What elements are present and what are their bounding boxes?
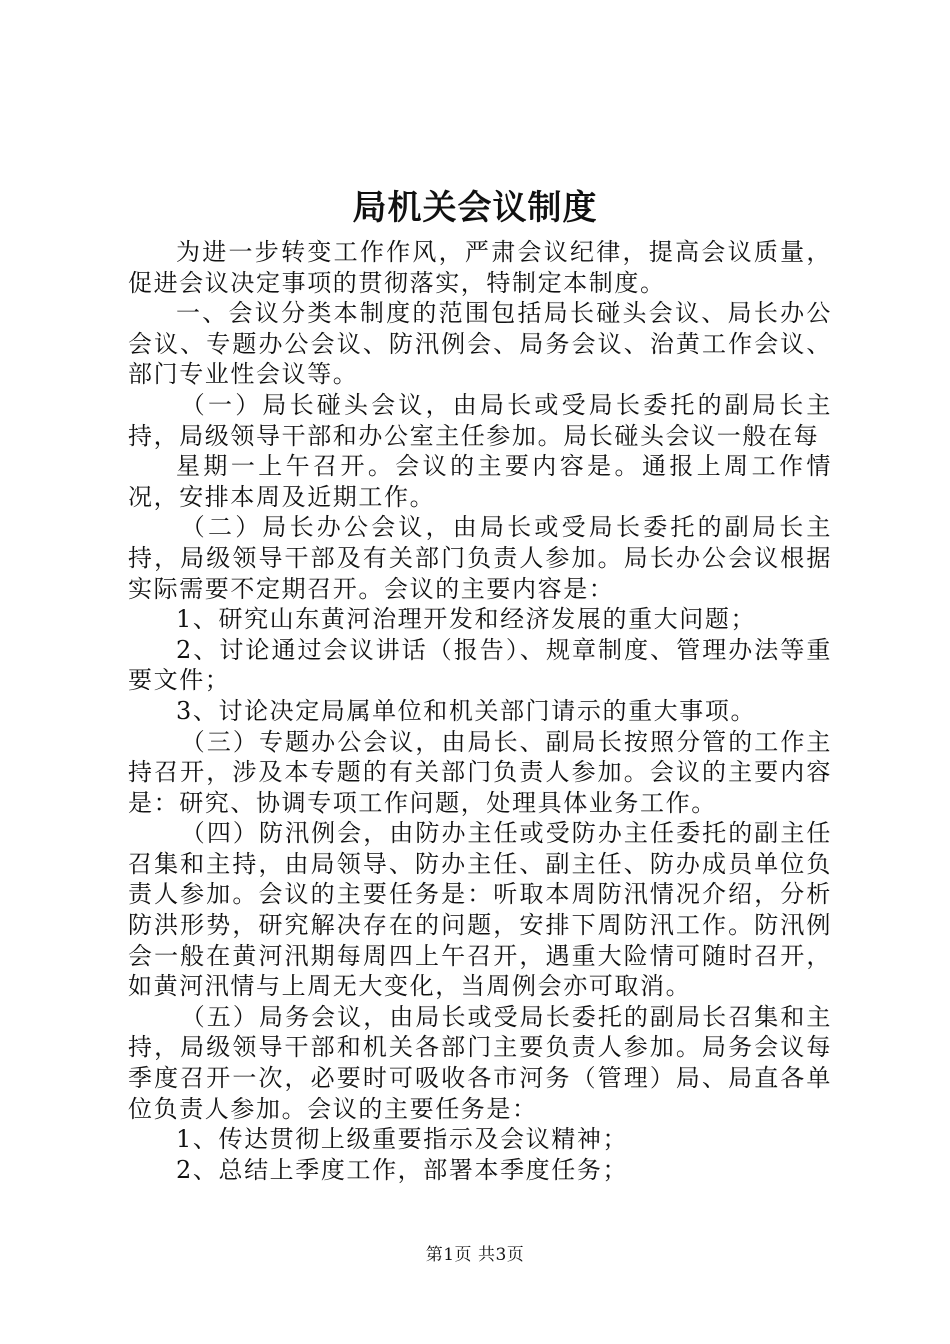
- list-item: 2、讨论通过会议讲话（报告）、规章制度、管理办法等重要文件；: [128, 635, 832, 695]
- paragraph-item-1-continued: 星期一上午召开。会议的主要内容是。通报上周工作情况，安排本周及近期工作。: [128, 452, 832, 511]
- document-title: 局机关会议制度: [352, 188, 598, 228]
- paragraph-item-5: （五）局务会议，由局长或受局长委托的副局长召集和主持，局级领导干部和机关各部门主要负责人参加。局务会议每季度召开一次，必要时可吸收各市河务（管理）局、局直各单位负责人参加。会议的主要任务是：: [128, 1002, 832, 1123]
- paragraph-intro: 为进一步转变工作作风，严肃会议纪律，提高会议质量，促进会议决定事项的贯彻落实，特制定本制度。: [128, 238, 832, 297]
- list-item: 2、总结上季度工作，部署本季度任务；: [176, 1155, 629, 1184]
- paragraph-item-3: （三）专题办公会议，由局长、副局长按照分管的工作主持召开，涉及本专题的有关部门负责人参加。会议的主要内容是：研究、协调专项工作问题，处理具体业务工作。: [128, 727, 832, 817]
- paragraph-item-2: （二）局长办公会议，由局长或受局长委托的副局长主持，局级领导干部及有关部门负责人参加。局长办公会议根据实际需要不定期召开。会议的主要内容是：: [128, 513, 832, 603]
- document-body: [128, 237, 832, 1185]
- paragraph-item-4: （四）防汛例会，由防办主任或受防办主任委托的副主任召集和主持，由局领导、防办主任、副主任、防办成员单位负责人参加。会议的主要任务是：听取本周防汛情况介绍，分析防洪形势，研究解决存在的问题，安排下周防汛工作。防汛例会一般在黄河汛期每周四上午召开，遇重大险情可随时召开，如黄河汛情与上周无大变化，当周例会亦可取消。: [128, 819, 832, 1001]
- list-item: 1、传达贯彻上级重要指示及会议精神；: [176, 1125, 629, 1154]
- list-item: 3、讨论决定局属单位和机关部门请示的重大事项。: [176, 696, 757, 725]
- page-number-footer: 第1页 共3页: [425, 1245, 525, 1265]
- paragraph-item-1: （一）局长碰头会议，由局长或受局长委托的副局长主持，局级领导干部和办公室主任参加。局长碰头会议一般在每: [128, 390, 832, 450]
- paragraph-section-1: 一、会议分类本制度的范围包括局长碰头会议、局长办公会议、专题办公会议、防汛例会、局务会议、治黄工作会议、部门专业性会议等。: [128, 299, 832, 389]
- list-item: 1、研究山东黄河治理开发和经济发展的重大问题；: [176, 605, 757, 634]
